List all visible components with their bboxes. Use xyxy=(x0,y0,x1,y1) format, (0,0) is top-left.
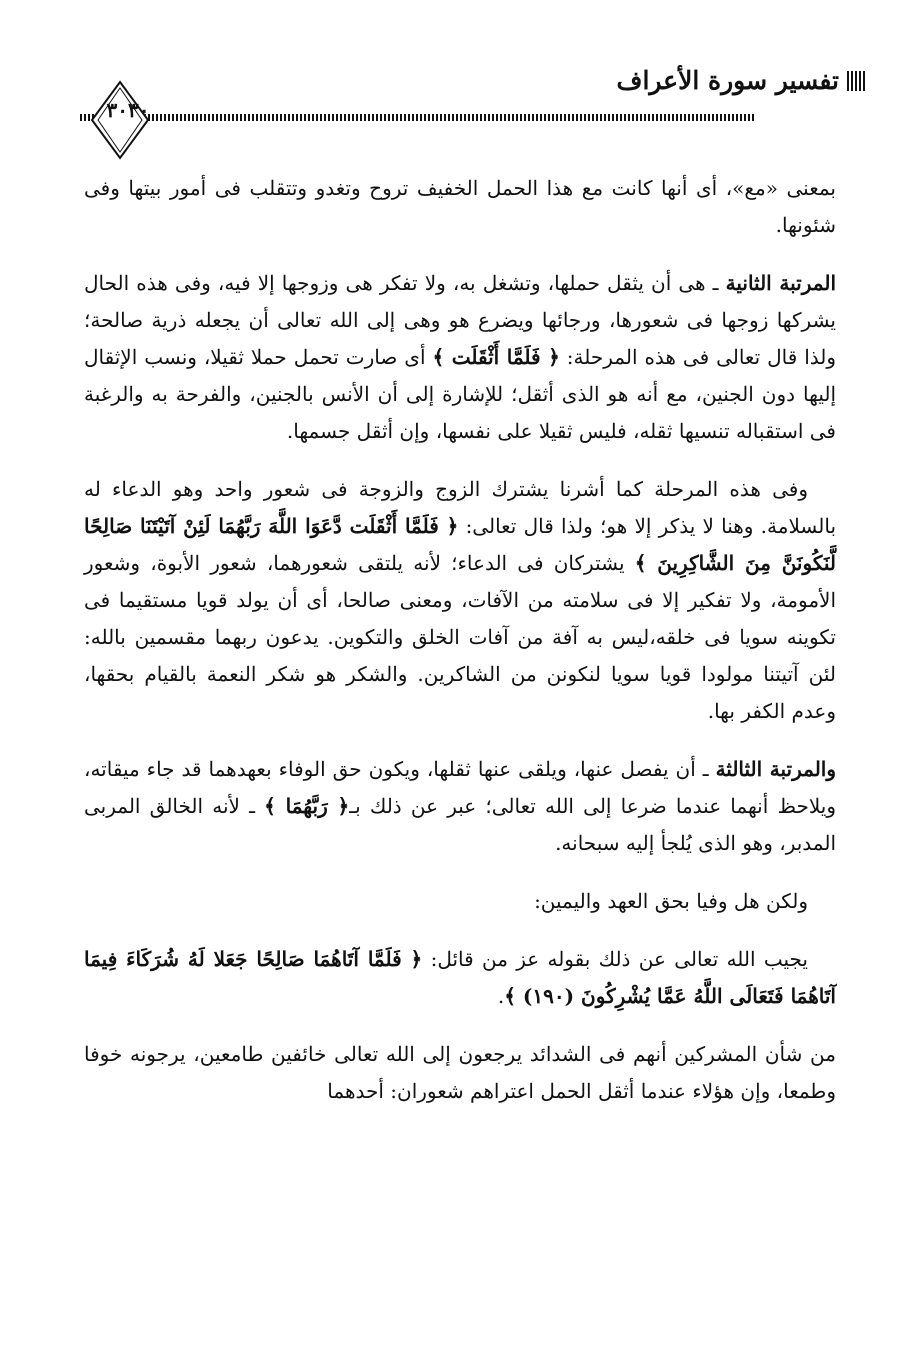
paragraph-p2 xyxy=(84,265,836,450)
quran-verse: ﴿ فَلَمَّا آتَاهُمَا صَالِحًا جَعَلا لَهُ شُرَكَاءَ فِيمَا آتَاهُمَا فَتَعَالَى اللَّهُ عَمَّا يُشْرِكُونَ (١٩٠) ﴾ xyxy=(84,947,836,1008)
paragraph-text: . xyxy=(497,984,505,1008)
paragraph-text: يجيب الله تعالى عن ذلك بقوله عز من قائل: xyxy=(422,947,809,971)
paragraph-text: وفى هذه المرحلة كما أشرنا يشترك الزوج والزوجة فى شعور واحد وهو الدعاء له بالسلامة. وهنا لا يذكر إلا هو؛ ولذا قال تعالى: xyxy=(84,477,837,538)
paragraph-p6 xyxy=(84,941,836,1015)
surah-title: تفسير سورة الأعراف xyxy=(616,66,839,95)
paragraph-p5 xyxy=(84,883,836,920)
paragraph-text: ـ هى أن يثقل حملها، وتشغل به، ولا تفكر هى وزوجها إلا فيه، وفى هذه الحال يشركها زوجها فى شعورها، ورجائها ويضرع هو وهى إلى الله تعالى أن يجعله ذرية صالحة؛ ولذا قال تعالى فى هذه المرحلة: xyxy=(84,271,837,369)
quran-verse: ﴿ فَلَمَّا أَثْقَلَت دَّعَوَا اللَّهَ رَبَّهُمَا لَئِنْ آتَيْتَنَا صَالِحًا لَّنَكُونَنَّ مِنَ الشَّاكِرِينَ ﴾ xyxy=(84,514,837,575)
paragraph-text: بمعنى «مع»، أى أنها كانت مع هذا الحمل الخفيف تروح وتغدو وتتقلب فى أمور بيتها وفى شئونها. xyxy=(84,176,836,237)
section-heading: المرتبة الثانية xyxy=(725,271,836,295)
paragraph-text: ـ لأنه الخالق المربى المدبر، وهو الذى يُلجأ إليه سبحانه. xyxy=(84,794,836,855)
paragraph-p4 xyxy=(84,751,836,862)
page-header xyxy=(0,0,924,170)
title-ornament-icon xyxy=(846,70,866,92)
quran-verse: ﴿ رَبَّهُمَا ﴾ xyxy=(264,794,350,818)
paragraph-p1 xyxy=(84,170,836,244)
paragraph-text: يشتركان فى الدعاء؛ لأنه يلتقى شعورهما، شعور الأبوة، وشعور الأمومة، ولا تفكير إلا فى سلامته من الآفات، ومعنى صالحا، أى أن يولد قويا مستقيما فى تكوينه سويا فى خلقه،ليس به آفة من آفات الخلق والتكوين. يدعون ربهما مقسمين بالله: لئن آتيتنا مولودا قويا سويا لنكونن من الشاكرين. والشكر هو شكر النعمة بالقيام بحقها، وعدم الكفر بها. xyxy=(84,551,836,723)
page-number: ٣٠٣٠ xyxy=(106,98,150,122)
tafsir-body xyxy=(84,170,836,1131)
section-heading: والمرتبة الثالثة xyxy=(715,757,837,781)
paragraph-p3 xyxy=(84,471,836,730)
paragraph-text: أى صارت تحمل حملا ثقيلا، ونسب الإثقال إليها دون الجنين، مع أنه هو الذى أثقل؛ للإشارة إلى أن الأنس بالجنين، والفرحة به والرغبة فى استقباله تنسيها ثقله، فليس ثقيلا على نفسها، وإن أثقل جسمها. xyxy=(84,345,836,443)
paragraph-p7 xyxy=(84,1036,836,1110)
paragraph-text: ولكن هل وفيا بحق العهد واليمين: xyxy=(534,889,808,913)
paragraph-text: من شأن المشركين أنهم فى الشدائد يرجعون إلى الله تعالى خائفين طامعين، يرجونه خوفا وطمعا، وإن هؤلاء عندما أثقل الحمل اعتراهم شعوران: أحدهما xyxy=(84,1042,836,1103)
quran-verse: ﴿ فَلَمَّا أَثْقَلَت ﴾ xyxy=(432,345,560,369)
paragraph-text: ـ أن يفصل عنها، ويلقى عنها ثقلها، ويكون حق الوفاء بعهدهما قد جاء ميقاته، ويلاحظ أنهما عندما ضرعا إلى الله تعالى؛ عبر عن ذلك بـ xyxy=(84,757,836,818)
header-rule xyxy=(80,114,755,121)
